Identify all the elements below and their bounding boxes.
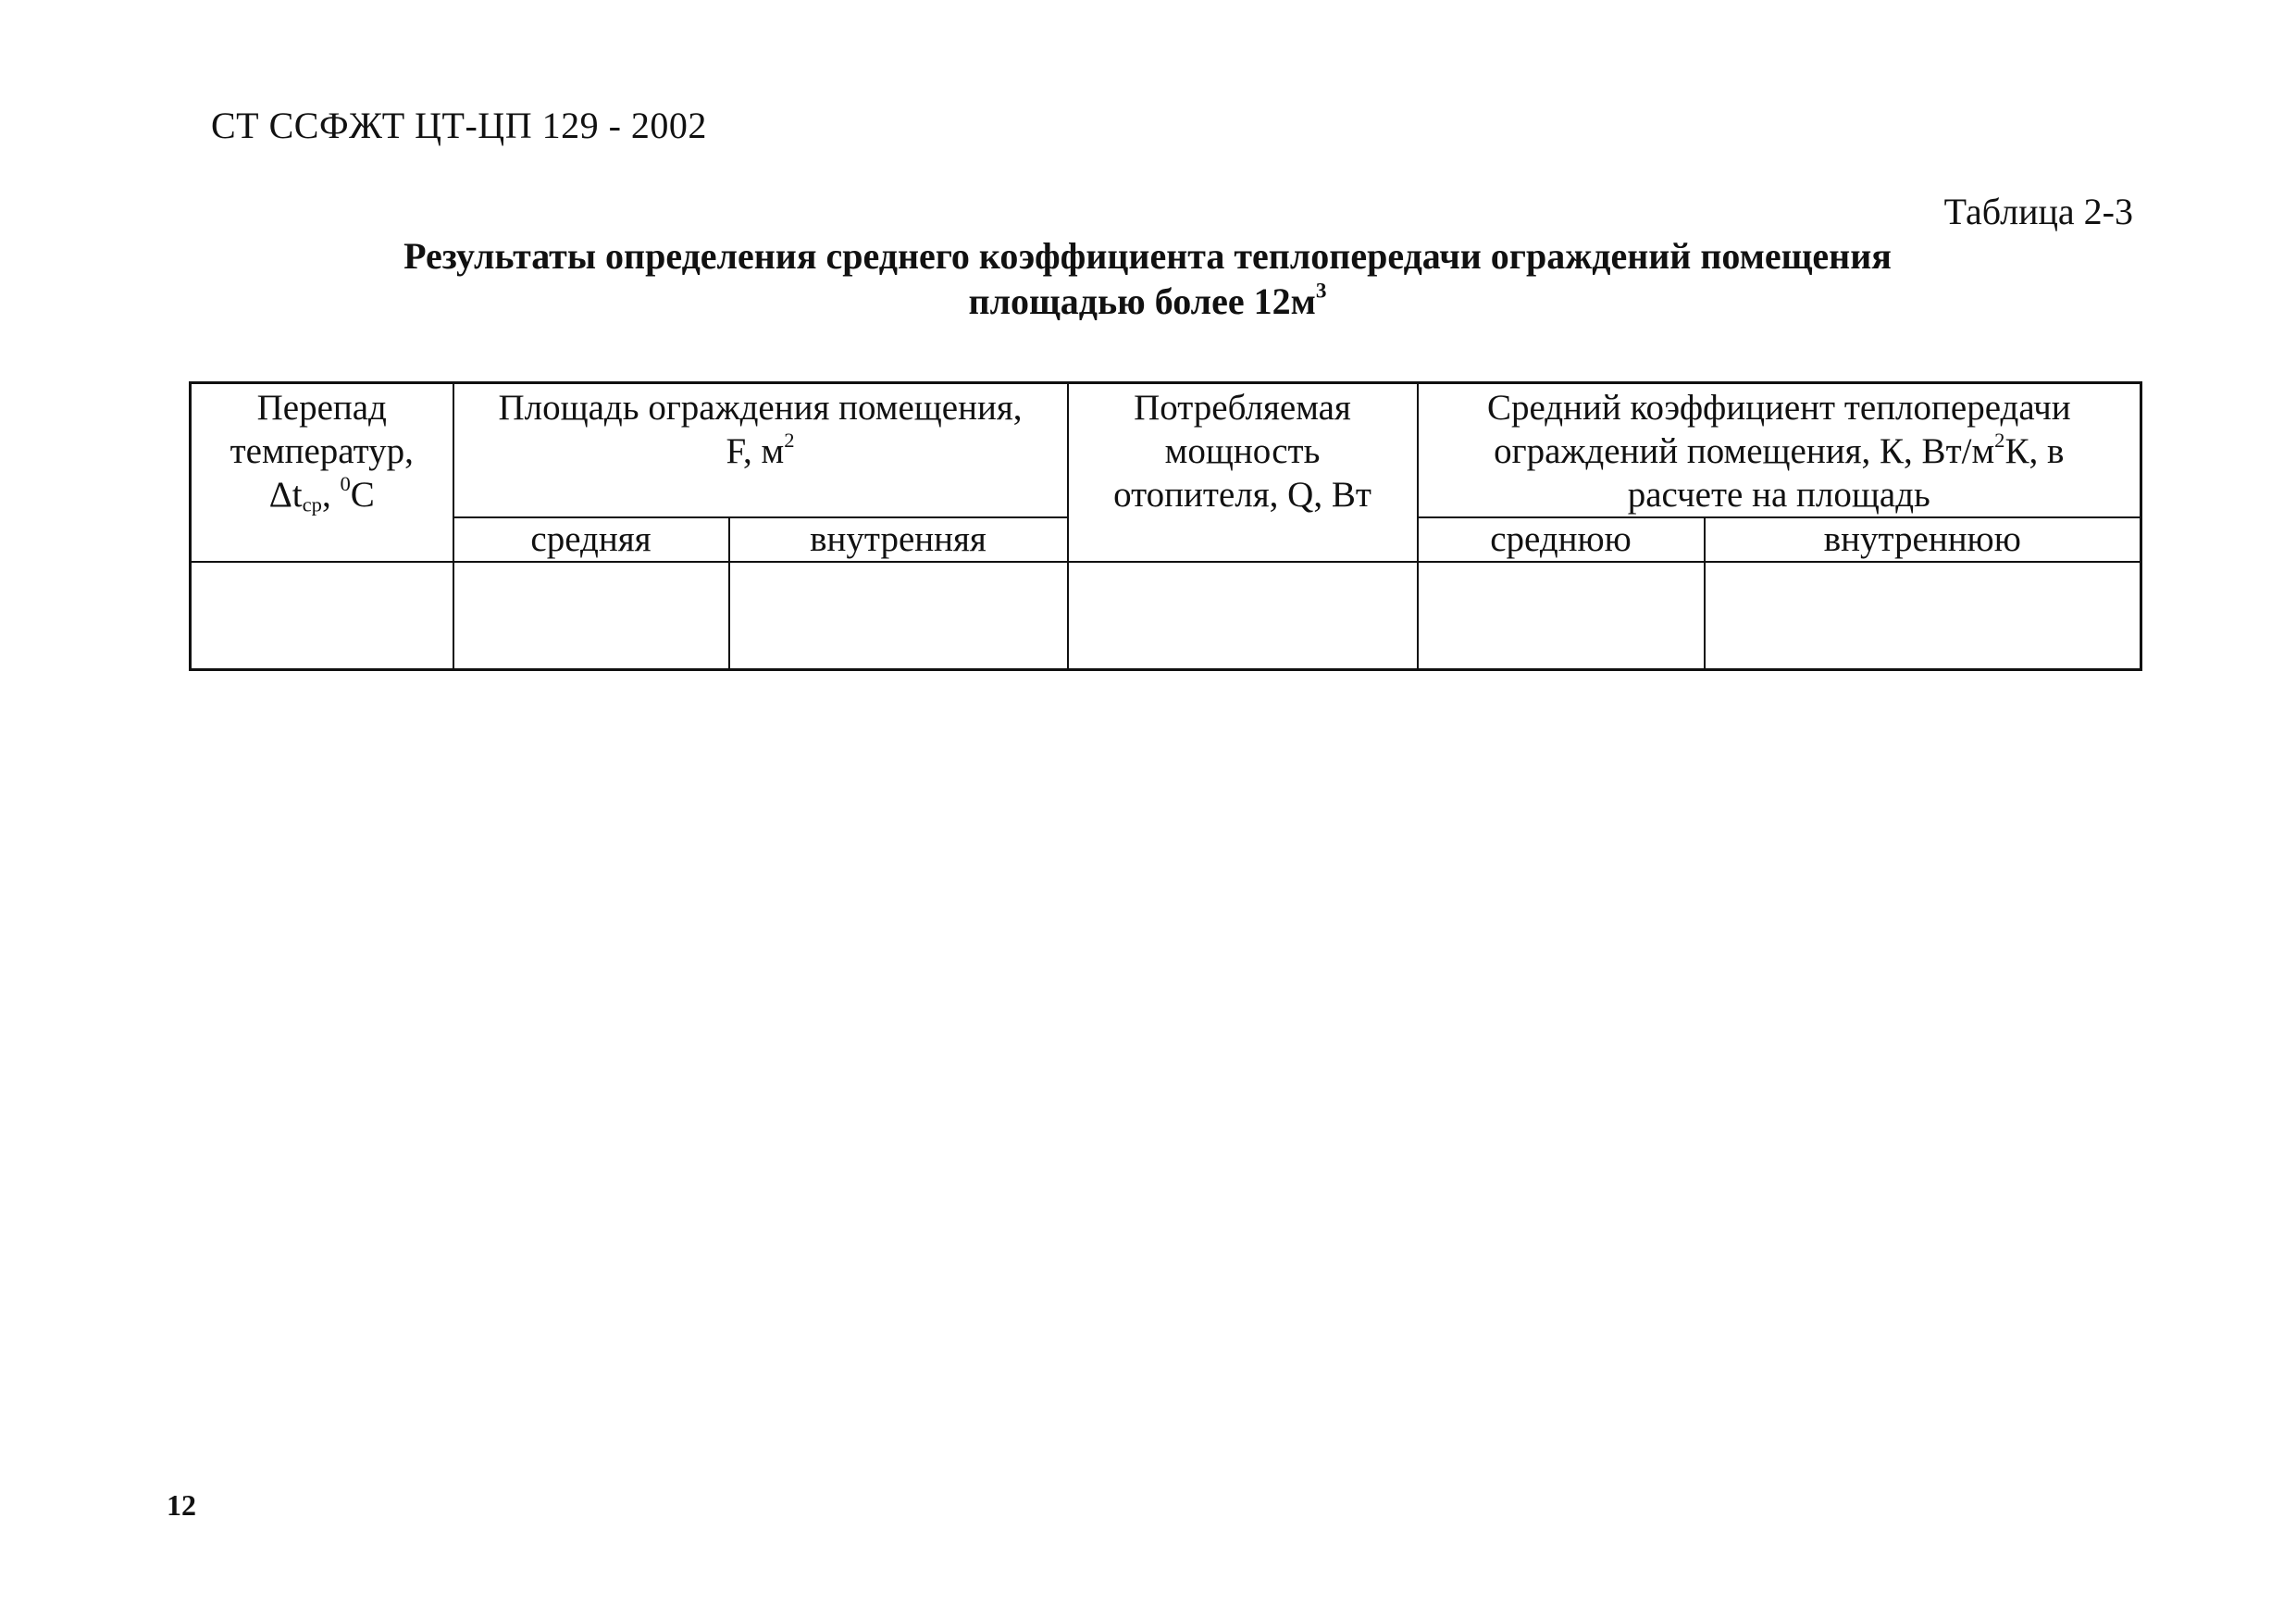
results-table bbox=[189, 381, 2142, 671]
table-cell bbox=[1705, 562, 2141, 669]
table-title-line2-text: площадью более 12м bbox=[968, 280, 1316, 322]
table-cell bbox=[453, 562, 729, 669]
header-temperature-difference bbox=[191, 383, 453, 563]
header-heater-power bbox=[1068, 383, 1418, 563]
table-cell bbox=[1418, 562, 1705, 669]
header-heat-transfer-coefficient bbox=[1418, 383, 2141, 518]
header-area-line2 bbox=[454, 429, 1067, 473]
table-number: Таблица 2-3 bbox=[1943, 191, 2133, 232]
header-coefficient-line1: Средний коэффициент теплопередачи bbox=[1486, 388, 2071, 428]
header-coefficient-superscript: 2 bbox=[1994, 429, 2005, 453]
table-cell bbox=[729, 562, 1068, 669]
document-code: СТ ССФЖТ ЦТ-ЦП 129 - 2002 bbox=[211, 105, 707, 146]
table-row bbox=[191, 562, 2141, 669]
page-number: 12 bbox=[167, 1488, 196, 1522]
delta-subscript: ср bbox=[302, 492, 322, 516]
table-title-line2 bbox=[190, 279, 2105, 324]
delta-comma: , bbox=[321, 475, 331, 515]
subheader-coefficient-average: среднюю bbox=[1418, 517, 1705, 562]
header-power-line3: отопителя, Q, Вт bbox=[1113, 475, 1371, 515]
header-coefficient-line2 bbox=[1419, 429, 2141, 473]
header-temperature-line1: Перепад bbox=[256, 388, 387, 428]
header-area-line1: Площадь ограждения помещения, bbox=[498, 388, 1023, 428]
header-power-line2: мощность bbox=[1164, 431, 1321, 471]
subheader-area-average: средняя bbox=[453, 517, 729, 562]
header-area-unit: F, м bbox=[726, 431, 785, 471]
degree-superscript: 0 bbox=[340, 472, 351, 496]
subheader-coefficient-internal: внутреннюю bbox=[1705, 517, 2141, 562]
subheader-area-internal: внутренняя bbox=[729, 517, 1068, 562]
header-temperature-line3 bbox=[192, 473, 453, 516]
header-temperature-line2: температур, bbox=[230, 431, 414, 471]
table-title bbox=[190, 233, 2105, 324]
table-cell bbox=[1068, 562, 1418, 669]
delta-symbol: Δt bbox=[268, 475, 303, 515]
degree-unit: С bbox=[350, 475, 375, 515]
header-coefficient-line2-a: ограждений помещения, К, Вт/м bbox=[1494, 431, 1995, 471]
table-cell bbox=[191, 562, 453, 669]
header-area-superscript: 2 bbox=[784, 429, 795, 453]
header-enclosure-area bbox=[453, 383, 1068, 518]
table-title-line1: Результаты определения среднего коэффициента теплопередачи ограждений помещения bbox=[403, 235, 1892, 277]
header-coefficient-line3: расчете на площадь bbox=[1627, 475, 1930, 515]
header-power-line1: Потребляемая bbox=[1134, 388, 1351, 428]
table-title-superscript: 3 bbox=[1315, 279, 1327, 304]
header-coefficient-line2-b: К, в bbox=[2004, 431, 2065, 471]
